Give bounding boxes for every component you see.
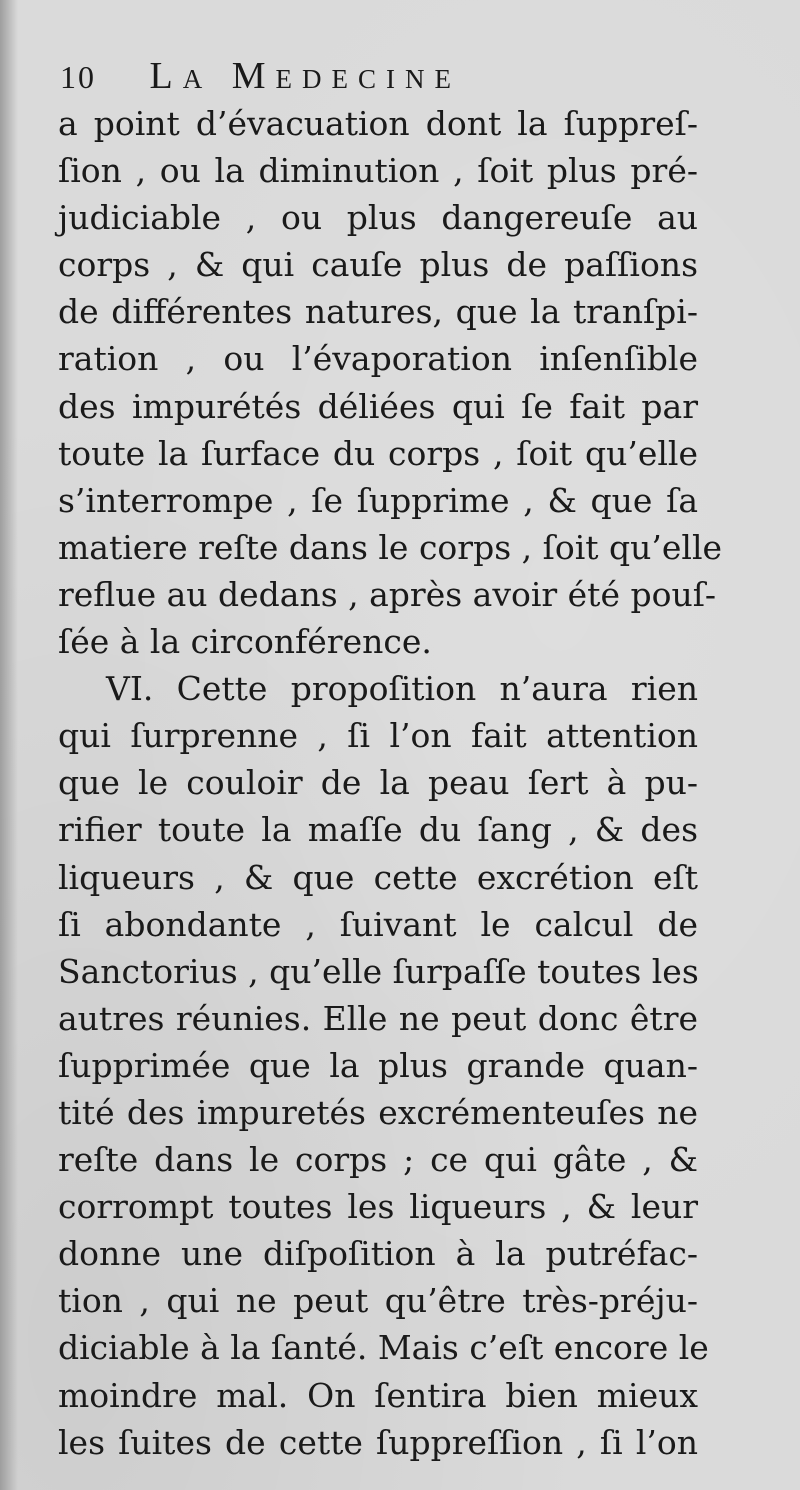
- text-line: VI. Cette propoſition n’aura rien: [106, 669, 698, 709]
- text-line: corps , & qui cauſe plus de paſſions: [58, 245, 698, 285]
- text-line: que le couloir de la peau ſert à pu-: [58, 763, 698, 803]
- text-line: liqueurs , & que cette excrétion eſt: [58, 857, 698, 897]
- text-line: qui ſurprenne , ſi l’on fait attention: [58, 716, 698, 756]
- text-line: tion , qui ne peut qu’être très-préju-: [58, 1281, 698, 1321]
- text-line: rifier toute la maſſe du ſang , & des: [58, 810, 698, 850]
- text-line: reflue au dedans , après avoir été pouſ-: [58, 574, 717, 614]
- text-line: ſion , ou la diminution , ſoit plus pré-: [58, 151, 698, 191]
- text-line: corrompt toutes les liqueurs , & leur: [58, 1187, 698, 1227]
- text-line: diciable à la ſanté. Mais c’eſt encore le: [58, 1328, 709, 1368]
- text-line: reſte dans le corps ; ce qui gâte , &: [58, 1140, 698, 1180]
- running-title: La Medecine: [149, 55, 461, 97]
- text-line: ſée à la circonférence.: [58, 622, 432, 662]
- paragraph-2: [58, 665, 709, 1466]
- text-line: ſupprimée que la plus grande quan-: [58, 1045, 698, 1085]
- running-head: [60, 56, 580, 96]
- text-line: tité des impuretés excrémenteuſes ne: [58, 1092, 698, 1132]
- text-line: toute la ſurface du corps , ſoit qu’elle: [58, 433, 698, 473]
- text-line: s’interrompe , ſe ſupprime , & que ſa: [58, 480, 698, 520]
- text-line: ration , ou l’évaporation inſenſible: [58, 339, 698, 379]
- text-line: Sanctorius , qu’elle ſurpaſſe toutes les: [58, 951, 699, 991]
- text-line: judiciable , ou plus dangereuſe au: [58, 198, 698, 238]
- text-line: des impurétés déliées qui ſe fait par: [58, 386, 698, 426]
- text-line: ſi abondante , ſuivant le calcul de: [58, 904, 698, 944]
- text-line: les ſuites de cette ſuppreſſion , ſi l’on: [58, 1422, 698, 1462]
- body-text: [58, 100, 723, 1466]
- text-line: donne une diſpoſition à la putréfac-: [58, 1234, 698, 1274]
- text-line: moindre mal. On ſentira bien mieux: [58, 1375, 698, 1415]
- text-line: autres réunies. Elle ne peut donc être: [58, 998, 698, 1038]
- text-line: matiere reſte dans le corps , ſoit qu’elle: [58, 527, 723, 567]
- page-number: 10: [60, 59, 96, 95]
- paragraph-1: [58, 100, 723, 665]
- page-gutter-shadow: [0, 0, 18, 1490]
- text-line: a point d’évacuation dont la ſuppreſ-: [58, 104, 698, 143]
- text-line: de différentes natures, que la tranſpi-: [58, 292, 698, 332]
